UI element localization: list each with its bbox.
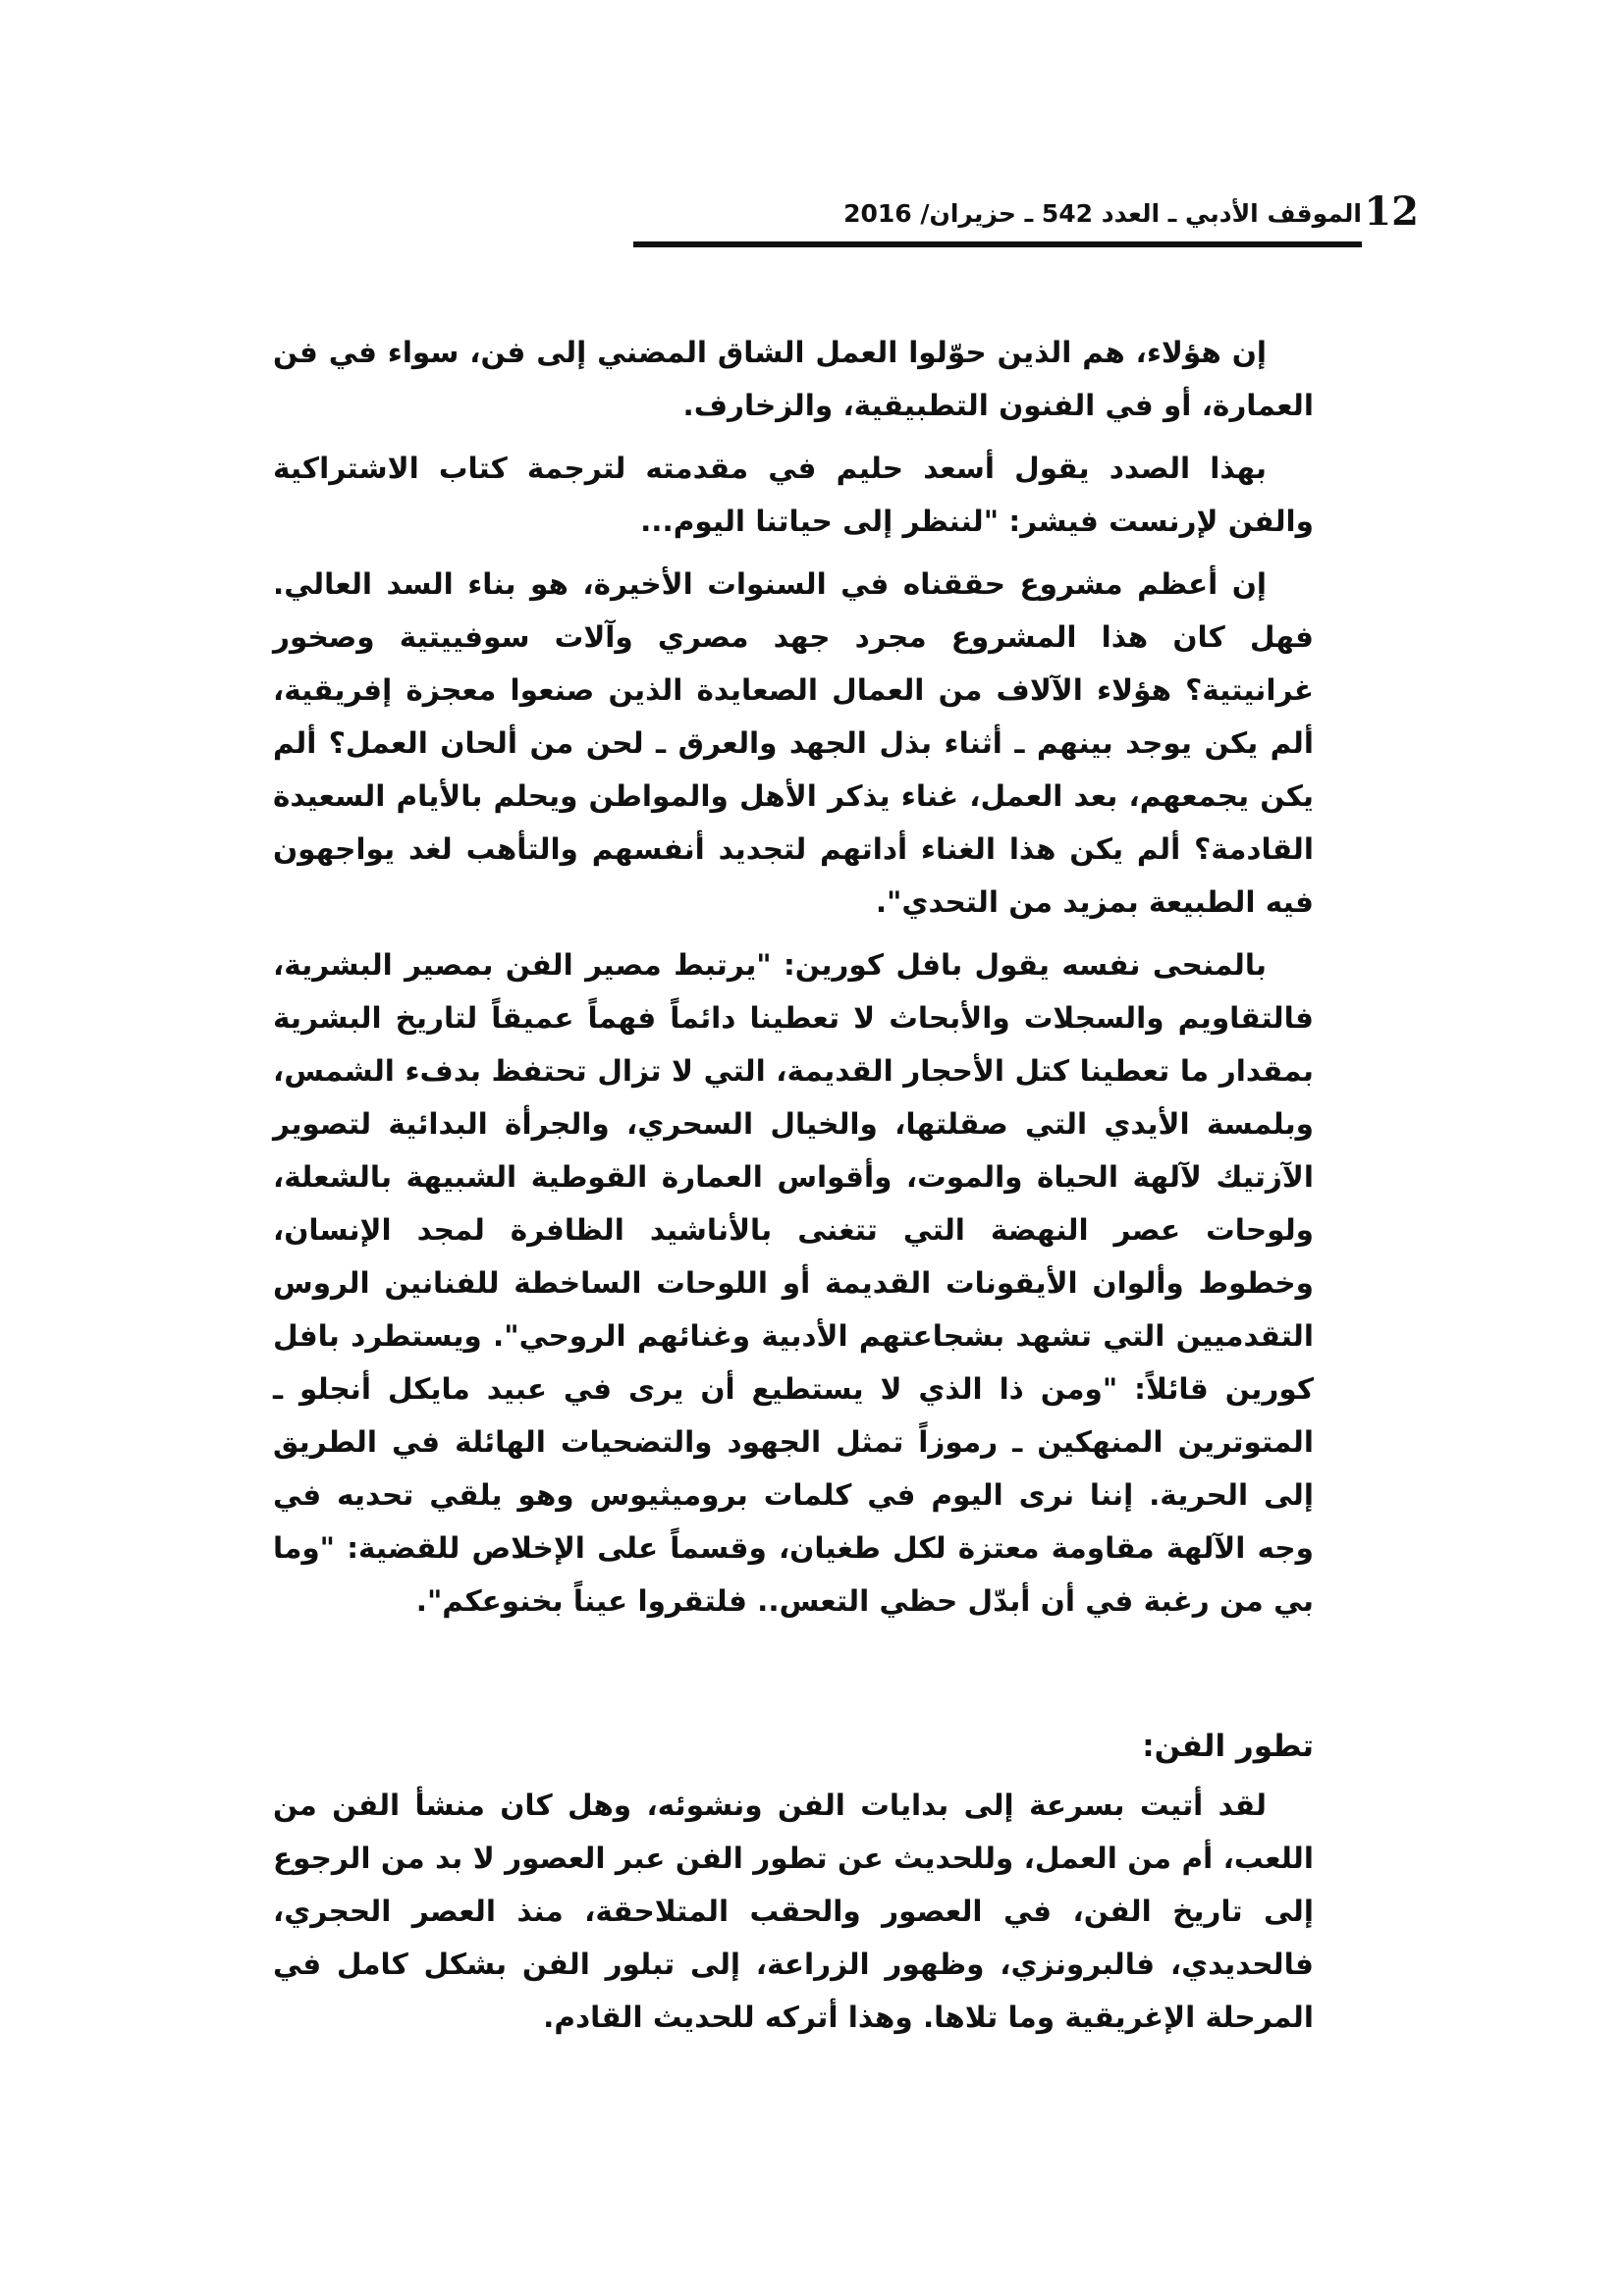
paragraph: بالمنحى نفسه يقول بافل كورين: "يرتبط مصير الفن بمصير البشرية، فالتقاويم والسجلات والأبحاث لا تعطينا دائماً فهماً عميقاً لتاريخ البشرية بمقدار ما تعطينا كتل الأحجار القديمة، التي لا تزال تحتفظ بدفء الشمس، وبلمسة الأيدي التي صقلتها، والخيال السحري، والجرأة البدائية لتصوير الآزتيك لآلهة الحياة والموت، وأقواس العمارة القوطية الشبيهة بالشعلة، ولوحات عصر النهضة التي تتغنى بالأناشيد الظافرة لمجد الإنسان، وخطوط وألوان الأيقونات القديمة أو اللوحات الساخطة للفنانين الروس التقدميين التي تشهد بشجاعتهم الأدبية وغنائهم الروحي". ويستطرد بافل كورين قائلاً: "ومن ذا الذي لا يستطيع أن يرى في عبيد مايكل أنجلو ـ المتوترين المنهكين ـ رموزاً تمثل الجهود والتضحيات الهائلة في الطريق إلى الحرية. إننا نرى اليوم في كلمات بروميثيوس وهو يلقي تحديه في وجه الآلهة مقاومة معتزة لكل طغيان، وقسماً على الإخلاص للقضية: "وما بي من رغبة في أن أبدّل حظي التعس.. فلتقروا عيناً بخنوعكم".	[273, 948, 1314, 1618]
running-title: الموقف الأدبي ـ العدد 542 ـ حزيران/ 2016	[843, 199, 1362, 228]
paragraph: بهذا الصدد يقول أسعد حليم في مقدمته لترجمة كتاب الاشتراكية والفن لإرنست فيشر: "لننظر إلى حياتنا اليوم...	[273, 452, 1314, 538]
page-number: 12	[1364, 188, 1419, 235]
paragraph: إن هؤلاء، هم الذين حوّلوا العمل الشاق المضني إلى فن، سواء في فن العمارة، أو في الفنون التطبيقية، والزخارف.	[273, 336, 1314, 422]
paragraph: إن أعظم مشروع حققناه في السنوات الأخيرة، هو بناء السد العالي. فهل كان هذا المشروع مجرد جهد مصري وآلات سوفييتية وصخور غرانيتية؟ هؤلاء الآلاف من العمال الصعايدة الذين صنعوا معجزة إفريقية، ألم يكن يوجد بينهم ـ أثناء بذل الجهد والعرق ـ لحن من ألحان العمل؟ ألم يكن يجمعهم، بعد العمل، غناء يذكر الأهل والمواطن ويحلم بالأيام السعيدة القادمة؟ ألم يكن هذا الغناء أداتهم لتجديد أنفسهم والتأهب لغد يواجهون فيه الطبيعة بمزيد من التحدي".	[273, 567, 1314, 919]
section-heading: تطور الفن:	[1142, 1729, 1314, 1764]
header-rule	[633, 241, 1362, 247]
page-header	[309, 188, 1419, 241]
paragraph: لقد أتيت بسرعة إلى بدايات الفن ونشوئه، وهل كان منشأ الفن من اللعب، أم من العمل، وللحديث عن تطور الفن عبر العصور لا بد من الرجوع إلى تاريخ الفن، في العصور والحقب المتلاحقة، منذ العصر الحجري، فالحديدي، فالبرونزي، وظهور الزراعة، إلى تبلور الفن بشكل كامل في المرحلة الإغريقية وما تلاها. وهذا أتركه للحديث القادم.	[273, 1789, 1314, 2034]
article-body	[273, 326, 1314, 2054]
